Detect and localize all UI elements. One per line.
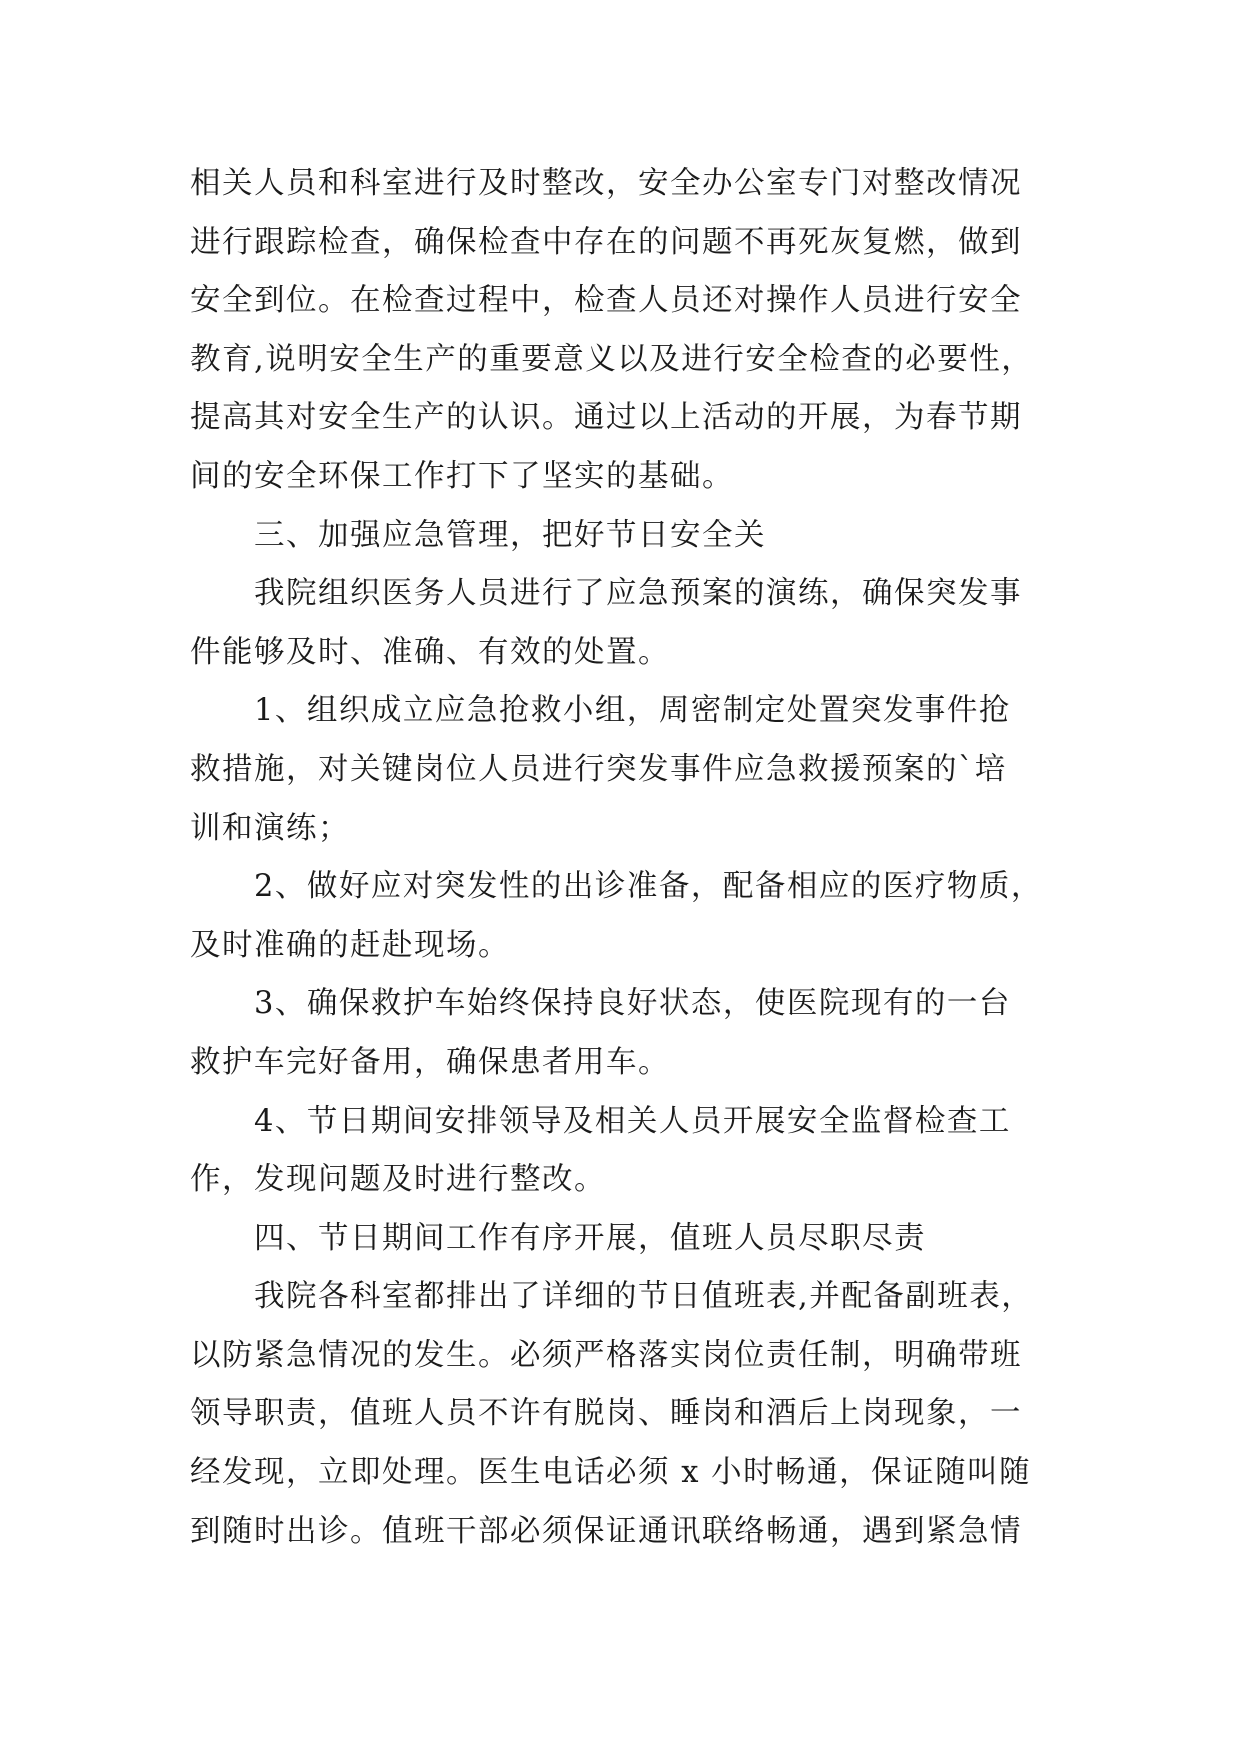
text-line: 3、确保救护车始终保持良好状态，使医院现有的一台 <box>254 986 1011 1022</box>
document-body <box>190 155 1050 1561</box>
text-line: 2、做好应对突发性的出诊准备，配备相应的医疗物质， <box>254 869 1043 905</box>
text-line: 领导职责，值班人员不许有脱岗、睡岗和酒后上岗现象，一 <box>190 1396 1022 1432</box>
text-line: 以防紧急情况的发生。必须严格落实岗位责任制，明确带班 <box>190 1337 1022 1373</box>
text-line: 到随时出诊。值班干部必须保证通讯联络畅通，遇到紧急情 <box>190 1513 1022 1549</box>
text-line: 进行跟踪检查，确保检查中存在的问题不再死灰复燃，做到 <box>190 224 1022 260</box>
text-line: 安全到位。在检查过程中，检查人员还对操作人员进行安全 <box>190 283 1022 319</box>
text-line: 件能够及时、准确、有效的处置。 <box>190 634 670 670</box>
text-line: 提高其对安全生产的认识。通过以上活动的开展，为春节期 <box>190 400 1022 436</box>
text-line: 我院各科室都排出了详细的节日值班表,并配备副班表， <box>254 1279 1034 1315</box>
text-line: 三、加强应急管理，把好节日安全关 <box>254 517 766 553</box>
text-line: 训和演练； <box>190 810 350 846</box>
text-line: 四、节日期间工作有序开展，值班人员尽职尽责 <box>254 1220 926 1256</box>
text-line: 经发现，立即处理。医生电话必须 x 小时畅通，保证随叫随 <box>190 1455 1032 1491</box>
text-line: 相关人员和科室进行及时整改，安全办公室专门对整改情况 <box>190 166 1022 201</box>
text-line: 教育,说明安全生产的重要意义以及进行安全检查的必要性， <box>190 341 1034 377</box>
text-line: 及时准确的赶赴现场。 <box>190 927 510 963</box>
text-line: 4、节日期间安排领导及相关人员开展安全监督检查工 <box>254 1103 1011 1139</box>
text-line: 作，发现问题及时进行整改。 <box>190 1162 606 1198</box>
text-line: 救护车完好备用，确保患者用车。 <box>190 1044 670 1080</box>
text-line: 间的安全环保工作打下了坚实的基础。 <box>190 458 734 494</box>
text-line: 我院组织医务人员进行了应急预案的演练，确保突发事 <box>254 576 1022 612</box>
text-line: 1、组织成立应急抢救小组，周密制定处置突发事件抢 <box>254 693 1011 729</box>
text-line: 救措施，对关键岗位人员进行突发事件应急救援预案的`培 <box>190 751 1007 787</box>
